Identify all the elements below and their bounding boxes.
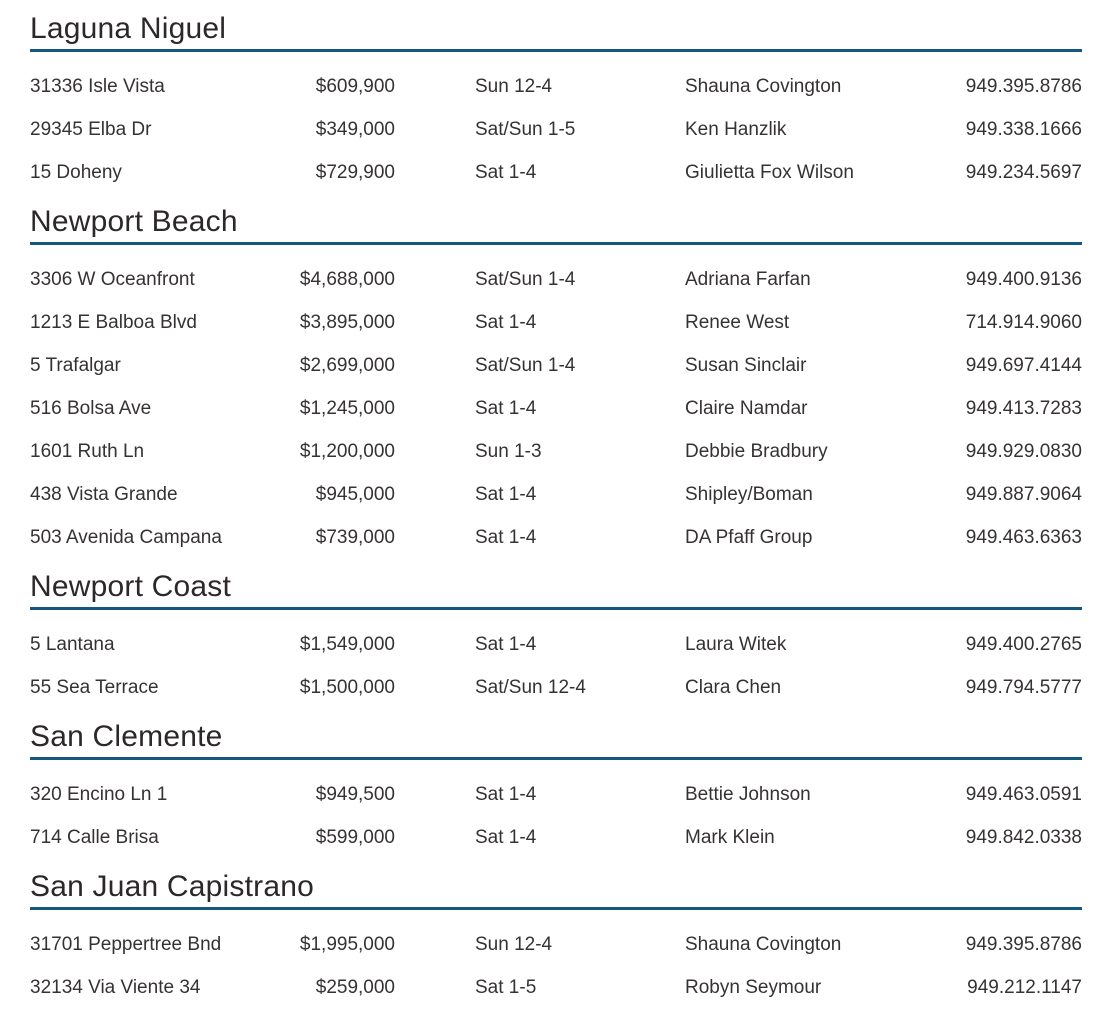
listing-row: [30, 816, 1082, 859]
listing-price: $1,245,000: [299, 397, 395, 419]
agent-phone: 949.929.0830: [965, 440, 1082, 462]
city-section: [30, 868, 1082, 1009]
open-house-time: Sat 1-4: [475, 397, 537, 419]
listing-row: [30, 430, 1082, 473]
agent-phone: 949.395.8786: [965, 75, 1082, 97]
listing-address: 5 Trafalgar: [30, 354, 121, 376]
agent-name: Mark Klein: [685, 826, 775, 848]
agent-name: Shauna Covington: [685, 933, 842, 955]
agent-phone: 949.400.2765: [965, 633, 1082, 655]
agent-name: Renee West: [685, 311, 790, 333]
city-section: [30, 10, 1082, 194]
agent-name: Adriana Farfan: [685, 268, 811, 290]
listing-address: 15 Doheny: [30, 161, 122, 183]
listing-address: 1213 E Balboa Blvd: [30, 311, 197, 333]
agent-phone: 949.338.1666: [965, 118, 1082, 140]
listing-rows: [30, 610, 1082, 709]
listing-rows: [30, 52, 1082, 194]
agent-phone: 949.463.0591: [965, 783, 1082, 805]
agent-phone: 949.234.5697: [965, 161, 1082, 183]
listing-address: 31336 Isle Vista: [30, 75, 165, 97]
city-heading: Newport Beach: [30, 205, 238, 238]
agent-name: Clara Chen: [685, 676, 782, 698]
listing-price: $1,500,000: [299, 676, 395, 698]
listing-price: $945,000: [315, 483, 395, 505]
listing-price: $739,000: [315, 526, 395, 548]
listing-row: [30, 516, 1082, 559]
listing-row: [30, 473, 1082, 516]
open-house-time: Sun 1-3: [475, 440, 542, 462]
agent-phone: 949.212.1147: [967, 976, 1082, 998]
listing-row: [30, 344, 1082, 387]
agent-name: Robyn Seymour: [685, 976, 822, 998]
city-section: [30, 718, 1082, 859]
agent-phone: 949.463.6363: [965, 526, 1082, 548]
listing-price: $609,900: [315, 75, 395, 97]
listing-address: 32134 Via Viente 34: [30, 976, 201, 998]
open-house-time: Sun 12-4: [475, 933, 553, 955]
listing-price: $4,688,000: [299, 268, 395, 290]
agent-phone: 949.794.5777: [965, 676, 1082, 698]
agent-phone: 949.395.8786: [965, 933, 1082, 955]
listing-address: 714 Calle Brisa: [30, 826, 159, 848]
agent-phone: 949.842.0338: [965, 826, 1082, 848]
listing-address: 55 Sea Terrace: [30, 676, 159, 698]
open-house-time: Sat 1-4: [475, 483, 537, 505]
listing-row: [30, 773, 1082, 816]
listing-row: [30, 301, 1082, 344]
agent-name: Susan Sinclair: [685, 354, 807, 376]
agent-name: Giulietta Fox Wilson: [685, 161, 854, 183]
agent-name: Bettie Johnson: [685, 783, 811, 805]
city-heading: Laguna Niguel: [30, 12, 227, 45]
listing-rows: [30, 910, 1082, 1009]
listing-row: [30, 623, 1082, 666]
listing-price: $349,000: [315, 118, 395, 140]
agent-name: Debbie Bradbury: [685, 440, 828, 462]
open-house-time: Sat 1-4: [475, 826, 537, 848]
agent-name: Ken Hanzlik: [685, 118, 787, 140]
listing-row: [30, 923, 1082, 966]
city-heading: Newport Coast: [30, 570, 232, 603]
listing-price: $949,500: [315, 783, 395, 805]
listing-price: $1,995,000: [299, 933, 395, 955]
listing-address: 516 Bolsa Ave: [30, 397, 152, 419]
open-house-time: Sat/Sun 1-5: [475, 118, 576, 140]
open-house-time: Sat/Sun 1-4: [475, 354, 576, 376]
listing-price: $729,900: [315, 161, 395, 183]
listing-address: 320 Encino Ln 1: [30, 783, 168, 805]
agent-phone: 949.697.4144: [965, 354, 1082, 376]
listing-address: 31701 Peppertree Bnd: [30, 933, 222, 955]
open-house-time: Sat 1-4: [475, 783, 537, 805]
listing-price: $3,895,000: [299, 311, 395, 333]
listing-row: [30, 151, 1082, 194]
listing-price: $1,549,000: [299, 633, 395, 655]
open-house-time: Sun 12-4: [475, 75, 553, 97]
agent-phone: 949.887.9064: [965, 483, 1082, 505]
listing-address: 5 Lantana: [30, 633, 115, 655]
listing-price: $1,200,000: [299, 440, 395, 462]
open-house-time: Sat 1-5: [475, 976, 537, 998]
open-house-time: Sat 1-4: [475, 526, 537, 548]
listing-row: [30, 666, 1082, 709]
listing-address: 1601 Ruth Ln: [30, 440, 145, 462]
agent-phone: 949.413.7283: [965, 397, 1082, 419]
city-section: [30, 568, 1082, 709]
agent-name: Shipley/Boman: [685, 483, 813, 505]
agent-name: Claire Namdar: [685, 397, 808, 419]
open-house-time: Sat 1-4: [475, 311, 537, 333]
open-house-time: Sat 1-4: [475, 161, 537, 183]
open-house-time: Sat/Sun 12-4: [475, 676, 586, 698]
listing-row: [30, 65, 1082, 108]
city-section: [30, 203, 1082, 559]
listing-row: [30, 258, 1082, 301]
open-house-time: Sat/Sun 1-4: [475, 268, 576, 290]
listing-rows: [30, 760, 1082, 859]
listing-address: 438 Vista Grande: [30, 483, 178, 505]
agent-phone: 714.914.9060: [965, 311, 1082, 333]
agent-name: Laura Witek: [685, 633, 787, 655]
agent-name: DA Pfaff Group: [685, 526, 813, 548]
listing-row: [30, 966, 1082, 1009]
listing-price: $259,000: [315, 976, 395, 998]
agent-name: Shauna Covington: [685, 75, 842, 97]
listing-price: $599,000: [315, 826, 395, 848]
agent-phone: 949.400.9136: [965, 268, 1082, 290]
listing-row: [30, 108, 1082, 151]
listing-rows: [30, 245, 1082, 559]
listing-address: 29345 Elba Dr: [30, 118, 152, 140]
listing-row: [30, 387, 1082, 430]
city-heading: San Juan Capistrano: [30, 870, 314, 903]
listing-address: 3306 W Oceanfront: [30, 268, 195, 290]
open-house-listing-page: [30, 10, 1082, 1009]
city-heading: San Clemente: [30, 720, 223, 753]
open-house-time: Sat 1-4: [475, 633, 537, 655]
listing-address: 503 Avenida Campana: [30, 526, 222, 548]
listing-price: $2,699,000: [299, 354, 395, 376]
